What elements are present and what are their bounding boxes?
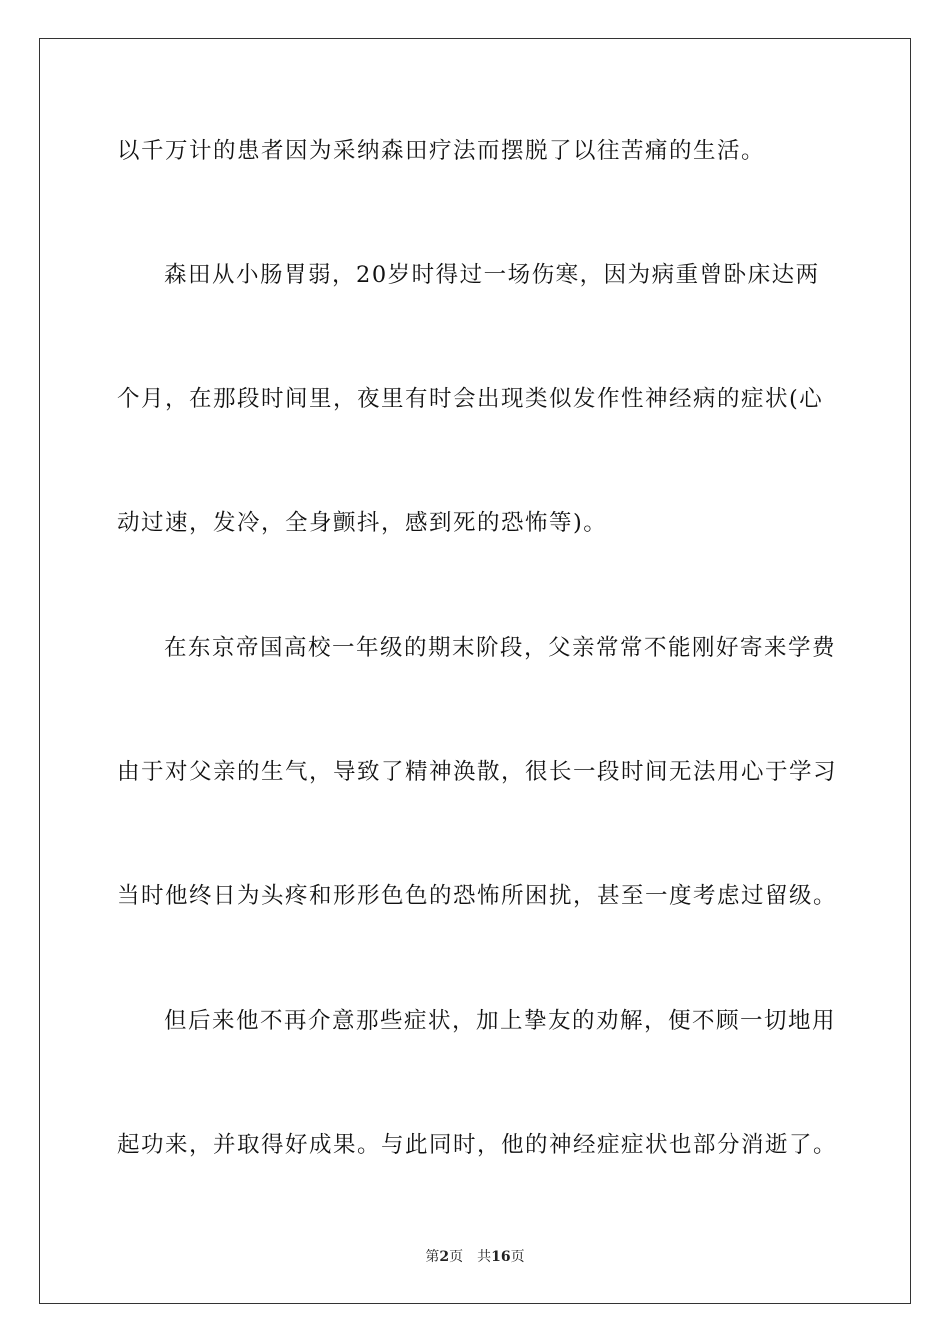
- total-pages: 16: [491, 1249, 511, 1265]
- text-line: 以千万计的患者因为采纳森田疗法而摆脱了以往苦痛的生活。: [117, 138, 766, 164]
- text-line: 动过速，发冷，全身颤抖，感到死的恐怖等)。: [117, 510, 608, 536]
- page-suffix: 页: [449, 1249, 464, 1265]
- page-footer: [0, 1247, 950, 1267]
- text-line: 森田从小肠胃弱，20岁时得过一场伤寒，因为病重曾卧床达两: [164, 262, 820, 288]
- text-line: 由于对父亲的生气，导致了精神涣散，很长一段时间无法用心于学习: [117, 759, 838, 785]
- page-prefix: 第: [425, 1249, 440, 1265]
- total-suffix: 页: [510, 1249, 525, 1265]
- text-line: 当时他终日为头疼和形形色色的恐怖所困扰，甚至一度考虑过留级。: [117, 883, 838, 909]
- text-line: 起功来，并取得好成果。与此同时，他的神经症症状也部分消逝了。: [117, 1132, 838, 1158]
- total-prefix: 共: [477, 1249, 492, 1265]
- text-line: 个月，在那段时间里，夜里有时会出现类似发作性神经病的症状(心: [117, 386, 824, 412]
- page-number: 2: [439, 1249, 450, 1265]
- text-line: 但后来他不再介意那些症状，加上挚友的劝解，便不顾一切地用: [164, 1008, 837, 1034]
- text-line: 在东京帝国高校一年级的期末阶段，父亲常常不能刚好寄来学费: [164, 635, 837, 661]
- page-border: [39, 38, 911, 1304]
